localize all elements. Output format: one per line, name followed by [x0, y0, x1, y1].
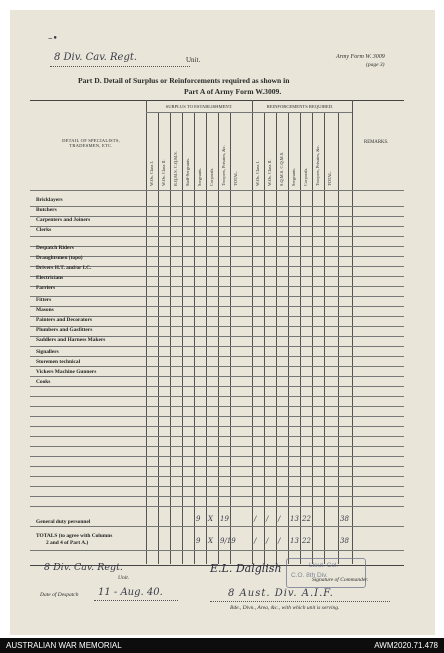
formation-underline [210, 601, 390, 602]
cell-value: / [266, 515, 269, 523]
credit-left: AUSTRALIAN WAR MEMORIAL [6, 641, 122, 650]
cell-value: / [266, 537, 269, 545]
column-header: Staff-Sergeants. [185, 157, 190, 186]
row-label: Signallers [36, 349, 59, 355]
row-line [30, 506, 404, 507]
row-line [30, 466, 404, 467]
group-divider [352, 100, 353, 564]
column-header: Corporals. [209, 167, 214, 186]
row-line [30, 206, 404, 207]
date-label: Date of Despatch [40, 592, 79, 598]
column-header: TOTAL. [327, 170, 332, 186]
column-header: S.Q.M.S. C.Q.M.S. [279, 151, 284, 186]
cell-value: 22 [302, 537, 311, 545]
column-header: Sergeants. [197, 167, 202, 186]
form-title-line2: Part A of Army Form W.3009. [184, 87, 282, 96]
row-label: Vickers Machine Gunners [36, 369, 97, 375]
column-header: Corporals. [303, 167, 308, 186]
row-line [30, 406, 404, 407]
row-label: Butchers [36, 207, 57, 213]
row-line [30, 416, 404, 417]
cell-value: / [278, 537, 281, 545]
row-line [30, 346, 404, 347]
column-header: Troopers, Privates, &c. [315, 145, 320, 186]
row-line [30, 436, 404, 437]
cell-value: 9 [196, 537, 201, 545]
form-number: Army Form W. 3009 [336, 54, 385, 60]
unit-underline [50, 66, 190, 67]
row-line [30, 286, 404, 287]
row-line [30, 476, 404, 477]
column-header: W.Os. Class II. [161, 159, 166, 186]
commander-signature: E.L. Dalglish [210, 562, 282, 575]
row-label: Plumbers and Gasfitters [36, 327, 93, 333]
date-underline [94, 600, 178, 601]
column-header: W.Os. Class II. [267, 159, 272, 186]
row-line [30, 496, 404, 497]
column-header: Troopers, Privates, &c. [221, 145, 226, 186]
header-bottom-line [30, 190, 404, 191]
group-header-line [146, 112, 352, 113]
page-note: (page 3) [366, 62, 385, 68]
credit-right: AWM2020.71.478 [374, 641, 438, 650]
cell-value: X [208, 515, 213, 523]
column-divider [146, 100, 147, 564]
general-duty-label: General duty personnel [36, 519, 91, 525]
cell-value: / [254, 515, 257, 523]
row-label: Farriers [36, 285, 56, 291]
row-label: Drivers H.T. and/or I.C. [36, 265, 92, 271]
cell-value: 9 [196, 515, 201, 523]
unit-label: Unit. [186, 56, 201, 64]
cell-value: 22 [302, 515, 311, 523]
formation-handwritten: 8 Aust. Div. A.I.F. [228, 588, 334, 599]
form-sheet [10, 10, 435, 635]
row-line [30, 246, 404, 247]
row-label: Masons [36, 307, 54, 313]
totals-label-line1: TOTALS (to agree with Columns [36, 533, 113, 539]
row-line [30, 276, 404, 277]
row-label: Despatch Riders [36, 245, 74, 251]
row-line [30, 226, 404, 227]
signature-label: Signature of Commander. [312, 577, 369, 583]
remarks-header: REMARKS. [364, 140, 389, 145]
row-line [30, 456, 404, 457]
row-label: Fitters [36, 297, 52, 303]
row-label: Painters and Decorators [36, 317, 92, 323]
row-label: Carpenters and Joiners [36, 217, 91, 223]
row-label: Storemen technical [36, 359, 81, 365]
row-line [30, 356, 404, 357]
footer-unit-handwritten: 8 Div. Cav. Regt. [44, 562, 123, 573]
official-stamp [286, 558, 369, 588]
row-label: Bricklayers [36, 197, 63, 203]
row-line [30, 386, 404, 387]
reinforcements-header: REINFORCEMENTS REQUIRED. [266, 104, 334, 109]
pen-mark: –• [48, 34, 58, 44]
cell-value: 9/19 [220, 537, 236, 545]
formation-label: Bde., Divn., Area, &c., with which unit is serving. [230, 605, 340, 611]
group-divider [252, 100, 253, 564]
row-line [30, 486, 404, 487]
row-label: Clerks [36, 227, 52, 233]
row-line [30, 550, 404, 551]
stamp-line1: Lieut. Col. [309, 562, 339, 569]
cell-value: 13 [290, 515, 299, 523]
cell-value: 38 [340, 537, 349, 545]
cell-value: / [254, 537, 257, 545]
specialists-header: DETAIL OF SPECIALISTS, TRADESMEN, ETC. [62, 138, 120, 148]
row-line [30, 366, 404, 367]
footer-unit-label: Unit. [118, 575, 130, 581]
row-label: Cooks [36, 379, 51, 385]
row-label: Electricians [36, 275, 64, 281]
column-header: W.Os. Class I. [255, 160, 260, 186]
row-line [30, 296, 404, 297]
totals-label-line2: 2 and 4 of Part A.) [46, 540, 89, 546]
column-header: TOTAL. [233, 170, 238, 186]
cell-value: / [278, 515, 281, 523]
row-line [30, 236, 404, 237]
surplus-header: SURPLUS TO ESTABLISHMENT. [165, 104, 233, 109]
stamp-line2: C.O. 8th Div. [291, 572, 328, 579]
date-value: 11 - Aug. 40. [98, 587, 163, 598]
row-line [30, 256, 404, 257]
column-header: W.Os. Class I. [149, 160, 154, 186]
row-line [30, 426, 404, 427]
form-title-line1: Part D. Detail of Surplus or Reinforcements required as shown in [78, 76, 290, 85]
column-header: Sergeants. [291, 167, 296, 186]
cell-value: 38 [340, 515, 349, 523]
row-label: Saddlers and Harness Makers [36, 337, 106, 343]
row-line [30, 526, 404, 527]
column-header: R.Q.M.S. C.Q.M.S. [173, 151, 178, 186]
row-line [30, 376, 404, 377]
row-line [30, 446, 404, 447]
row-label: Draughtsmen (topo) [36, 255, 83, 261]
row-line [30, 306, 404, 307]
cell-value: 19 [220, 515, 229, 523]
cell-value: 13 [290, 537, 299, 545]
unit-handwritten: 8 Div. Cav. Regt. [54, 52, 138, 63]
row-line [30, 396, 404, 397]
cell-value: X [208, 537, 213, 545]
credit-bar [0, 638, 444, 653]
